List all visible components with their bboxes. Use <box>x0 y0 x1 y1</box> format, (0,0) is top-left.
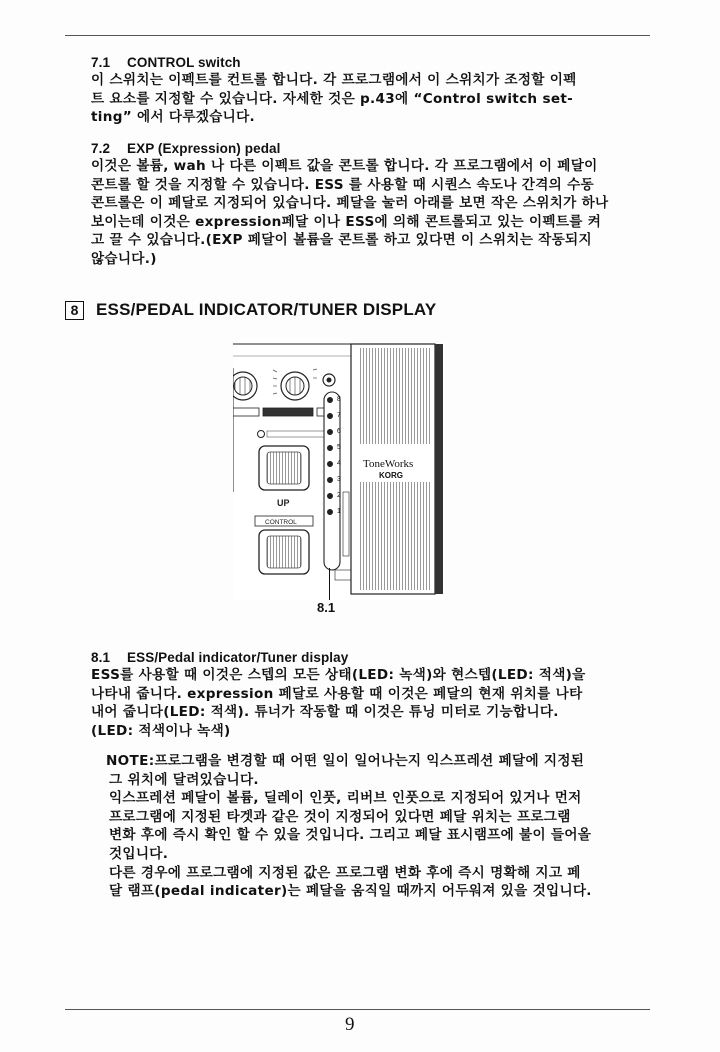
section-7-2-line: 이것은 볼륨, wah 나 다른 이펙트 값을 콘트롤 합니다. 각 프로그램에서 이 페달이 <box>91 158 598 174</box>
section-8-1-line: (LED: 적색이나 녹색) <box>91 722 231 739</box>
section-7-2 <box>91 141 661 269</box>
section-8-1-line: ESS를 사용할 때 이것은 스텝의 모든 상태(LED: 녹색)와 현스텝(LED: 적색)을 <box>91 667 586 683</box>
toneworks-logo: ToneWorks <box>363 458 414 470</box>
section-7-2-line: 고 끌 수 있습니다.(EXP 페달이 볼륨을 콘트롤 하고 있다면 이 스위치는 작동되지 <box>91 232 592 249</box>
top-rule <box>65 35 650 36</box>
page-number: 9 <box>345 1014 355 1035</box>
section-7-1-line: 이 스위치는 이펙트를 컨트롤 합니다. 각 프로그램에서 이 스위치가 조정할 이펙 <box>91 72 577 88</box>
note-line: 달 램프(pedal indicater)는 페달을 움직일 때까지 어두워져 있을 것입니다. <box>109 883 592 900</box>
note-line: 변화 후에 즉시 확인 할 수 있을 것입니다. 그리고 페달 표시램프에 불이 들어올 <box>109 827 592 844</box>
note-line: 다른 경우에 프로그램에 지정된 값은 프로그램 변화 후에 즉시 명확해 지고 페 <box>109 864 581 881</box>
led-number: 5 <box>337 444 341 451</box>
led-row <box>327 460 341 467</box>
led-row <box>327 428 341 435</box>
device-illustration <box>233 342 445 600</box>
note-first-line: NOTE:프로그램을 변경할 때 어떤 일이 일어나는지 익스프레션 페달에 지정된 <box>106 753 585 769</box>
led-dot <box>327 477 333 483</box>
led-number: 8 <box>337 396 341 403</box>
figure-callout: 8.1 <box>317 600 336 615</box>
note-line: 그 위치에 달려있습니다. <box>109 771 259 788</box>
led-row <box>327 492 341 499</box>
note-line: 것입니다. <box>109 845 169 862</box>
note-line: 익스프레션 페달이 볼륨, 딜레이 인풋, 리버브 인풋으로 지정되어 있거나 먼저 <box>109 790 582 807</box>
control-label: CONTROL <box>265 519 297 526</box>
section-8-1 <box>91 650 661 740</box>
led-number: 2 <box>337 492 341 499</box>
section-8-title: ESS/PEDAL INDICATOR/TUNER DISPLAY <box>96 300 437 319</box>
led-dot <box>327 429 333 435</box>
led-dot <box>327 509 333 515</box>
section-7-1-line: ting” 에서 다루겠습니다. <box>91 109 255 126</box>
note-line: 프로그램에 지정된 타겟과 같은 것이 지정되어 있다면 페달 위치는 프로그램 <box>109 808 571 825</box>
note-label: NOTE: <box>106 753 155 769</box>
section-7-1 <box>91 55 661 127</box>
korg-logo: KORG <box>379 471 403 480</box>
led-number: 3 <box>337 476 341 483</box>
led-dot <box>327 445 333 451</box>
section-8-1-heading: 8.1 ESS/Pedal indicator/Tuner display <box>91 650 349 665</box>
led-row <box>327 508 341 515</box>
section-number-box: 8 <box>65 301 84 320</box>
callout-leader-line <box>329 568 330 600</box>
led-number: 4 <box>337 460 341 467</box>
section-8-1-line: 나타내 줍니다. expression 페달로 사용할 때 이것은 페달의 현재 위치를 나타 <box>91 685 583 702</box>
section-8-1-line: 내어 줍니다(LED: 적색). 튜너가 작동할 때 이것은 튜닝 미터로 기능합니다. <box>91 704 559 721</box>
note-block <box>106 752 666 901</box>
led-number: 7 <box>337 412 341 419</box>
led-row <box>327 396 341 403</box>
led-row <box>327 444 341 451</box>
section-7-1-line: 트 요소를 지정할 수 있습니다. 자세한 것은 p.43에 “Control switch set- <box>91 90 574 107</box>
bottom-rule <box>65 1009 650 1010</box>
led-dot <box>327 413 333 419</box>
led-dot <box>327 493 333 499</box>
section-7-2-line: 보이는데 이것은 expression페달 이나 ESS에 의해 콘트롤되고 있는 이펙트를 켜 <box>91 213 602 230</box>
led-row <box>327 476 341 483</box>
section-8-heading <box>65 298 436 322</box>
up-label: UP <box>277 498 290 508</box>
led-indicator-column <box>327 396 353 566</box>
led-row <box>327 412 341 419</box>
section-7-2-line: 콘트롤은 이 페달로 지정되어 있습니다. 페달을 눌러 아래를 보면 작은 스위치가 하나 <box>91 195 609 212</box>
led-dot <box>327 461 333 467</box>
led-number: 1 <box>337 508 341 515</box>
led-number: 6 <box>337 428 341 435</box>
section-7-2-line: 않습니다.) <box>91 250 157 267</box>
section-7-2-heading: 7.2 EXP (Expression) pedal <box>91 141 281 156</box>
section-7-2-line: 콘트롤 할 것을 지정할 수 있습니다. ESS 를 사용할 때 시퀀스 속도나 간격의 수동 <box>91 176 594 193</box>
led-dot <box>327 397 333 403</box>
section-7-1-heading: 7.1 CONTROL switch <box>91 55 241 70</box>
